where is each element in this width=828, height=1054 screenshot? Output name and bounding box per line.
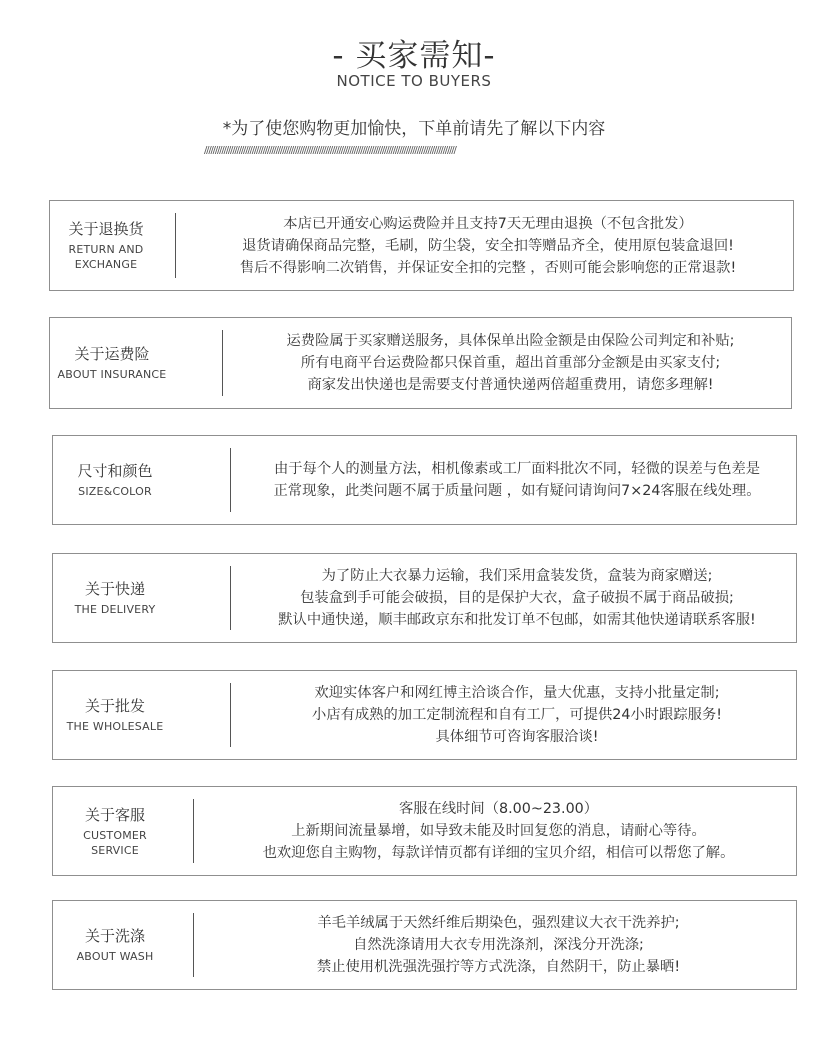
notice-subtitle-line: THE DELIVERY (74, 603, 156, 616)
notice-line: 本店已开通安心购运费险并且支持7天无理由退换（不包含批发） (283, 215, 693, 232)
notice-subtitle (58, 367, 167, 382)
notice-subtitle (69, 242, 144, 272)
notice-subtitle-line: ABOUT INSURANCE (57, 368, 167, 381)
vertical-divider (230, 566, 231, 630)
notice-line: 售后不得影响二次销售，并保证安全扣的完整 ，否则可能会影响您的正常退款! (239, 259, 737, 276)
notice-label (50, 318, 174, 408)
notice-label (50, 201, 162, 290)
notice-line: 退货请确保商品完整，毛刷，防尘袋，安全扣等赠品齐全，使用原包装盒退回! (242, 237, 734, 254)
notice-title: 关于洗涤 (84, 927, 145, 945)
notice-title: 关于运费险 (74, 345, 150, 363)
notice-subtitle-line: ABOUT WASH (76, 950, 154, 963)
notice-label (53, 436, 177, 524)
notice-box-wash (52, 900, 797, 990)
notice-box-customer-service (52, 786, 797, 876)
notice-title: 关于客服 (84, 805, 145, 824)
notice-line: 羊毛羊绒属于天然纤维后期染色，强烈建议大衣干洗养护; (317, 915, 680, 931)
notice-subtitle (67, 719, 164, 734)
notice-subtitle-line: SERVICE (91, 843, 139, 857)
notice-content (183, 201, 793, 290)
notice-line: 包装盒到手可能会破损，目的是保护大衣，盒子破损不属于商品破损; (300, 590, 734, 606)
vertical-divider (193, 913, 194, 977)
vertical-divider (193, 799, 194, 863)
notice-line: 默认中通快递，顺丰邮政京东和批发订单不包邮，如需其他快递请联系客服! (278, 612, 756, 628)
notice-subtitle (77, 949, 154, 964)
notice-subtitle-line: RETURN AND (68, 243, 144, 256)
notice-subtitle-line: THE WHOLESALE (66, 720, 164, 733)
notice-label (53, 671, 177, 759)
notice-subtitle-line: SIZE&COLOR (78, 485, 152, 498)
notice-subtitle (83, 828, 147, 858)
notice-box-size-color (52, 435, 797, 525)
notice-box-delivery (52, 553, 797, 643)
notice-content (201, 787, 796, 875)
notice-subtitle (75, 602, 156, 617)
vertical-divider (230, 448, 231, 512)
vertical-divider (175, 213, 176, 278)
notice-line: 具体细节可咨询客服洽谈! (435, 729, 599, 745)
vertical-divider (222, 330, 223, 396)
notice-content (238, 671, 796, 759)
vertical-divider (230, 683, 231, 747)
notice-line: 所有电商平台运费险都只保首重，超出首重部分金额是由买家支付; (300, 355, 721, 371)
page-subtitle: NOTICE TO BUYERS (336, 72, 492, 90)
notice-line: 欢迎实体客户和网红博主洽谈合作，量大优惠，支持小批量定制; (314, 685, 720, 701)
notice-subtitle (78, 484, 152, 499)
notice-content (238, 554, 796, 642)
notice-line: 上新期间流量暴增，如导致未能及时回复您的消息，请耐心等待。 (291, 823, 706, 839)
decorative-divider: //////////////////////////////////////////////////////////////////////////////////////////////////////////////////// (204, 145, 456, 156)
notice-line: 为了防止大衣暴力运输，我们采用盒装发货，盒装为商家赠送; (321, 568, 713, 584)
notice-title: 关于批发 (84, 697, 145, 715)
notice-line: 禁止使用机洗强洗强拧等方式洗涤，自然阴干，防止暴晒! (316, 959, 681, 975)
notice-box-return-exchange (49, 200, 794, 291)
notice-title: 尺寸和颜色 (77, 462, 153, 480)
notice-box-insurance (49, 317, 792, 409)
intro-text: *为了使您购物更加愉快，下单前请先了解以下内容 (222, 119, 606, 139)
notice-label (53, 554, 177, 642)
notice-line: 运费险属于买家赠送服务，具体保单出险金额是由保险公司判定和补贴; (286, 333, 735, 349)
notice-line: 也欢迎您自主购物，每款详情页都有详细的宝贝介绍，相信可以帮您了解。 (262, 845, 735, 861)
notice-line: 小店有成熟的加工定制流程和自有工厂，可提供24小时跟踪服务! (312, 707, 722, 723)
notice-content (230, 318, 791, 408)
notice-label (53, 787, 177, 875)
notice-line: 商家发出快递也是需要支付普通快递两倍超重费用，请您多理解! (307, 377, 714, 393)
notice-box-wholesale (52, 670, 797, 760)
notice-line: 由于每个人的测量方法，相机像素或工厂面料批次不同，轻微的误差与色差是 (273, 461, 761, 477)
notice-content (201, 901, 796, 989)
notice-content (238, 436, 796, 524)
notice-title: 关于快递 (84, 580, 145, 598)
notice-line: 客服在线时间（8.00~23.00） (398, 801, 599, 817)
notice-subtitle-line: EXCHANGE (74, 258, 138, 271)
notice-line: 正常现象，此类问题不属于质量问题 ，如有疑问请询问7×24客服在线处理。 (273, 483, 761, 499)
notice-title: 关于退换货 (68, 220, 144, 238)
notice-subtitle-line: CUSTOMER (83, 828, 147, 842)
notice-line: 自然洗涤请用大衣专用洗涤剂，深浅分开洗涤; (353, 937, 644, 953)
page-title: - 买家需知- (332, 38, 496, 74)
notice-label (53, 901, 177, 989)
